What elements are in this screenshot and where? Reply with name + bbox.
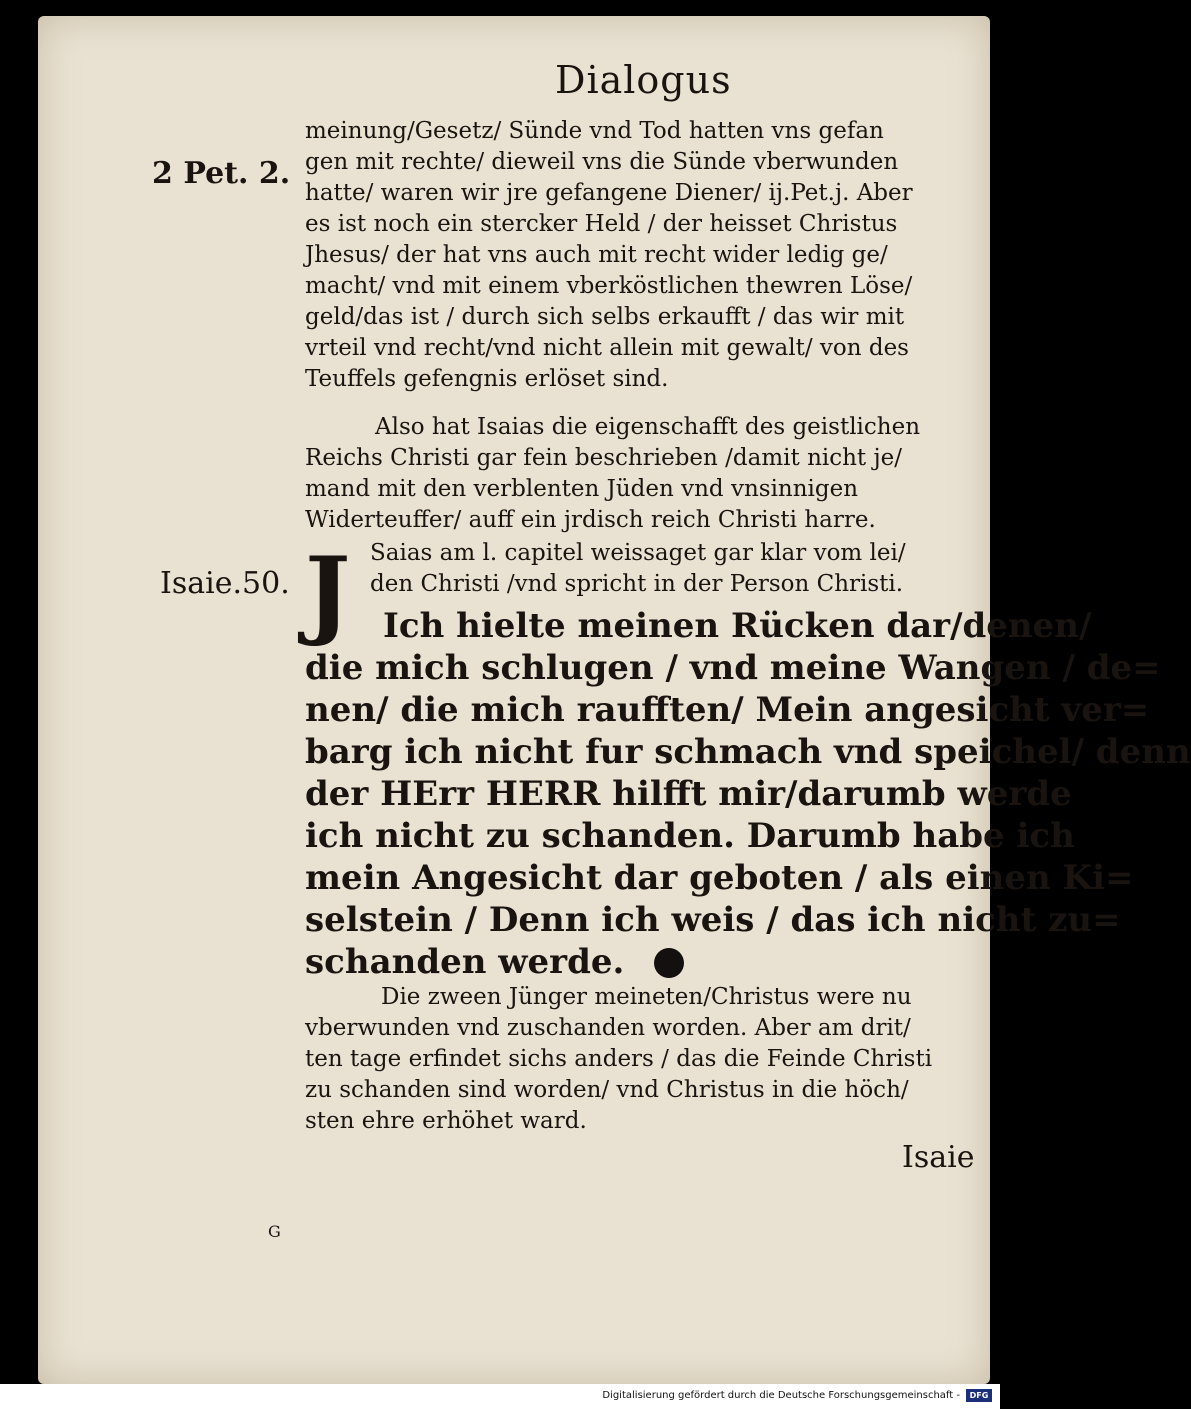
text-line: zu schanden sind worden/ vnd Christus in die höch/ [305,1077,909,1103]
quote-line: schanden werde. [305,942,625,982]
text-line: vberwunden vnd zuschanden worden. Aber am drit/ [305,1015,911,1041]
text-line: Widerteuffer/ auff ein jrdisch reich Christi harre. [305,507,876,533]
funding-notice: Digitalisierung gefördert durch die Deutsche Forschungsgemeinschaft - [602,1390,960,1401]
text-line: mand mit den verblenten Jüden vnd vnsinnigen [305,476,859,502]
quote-line: ich nicht zu schanden. Darumb habe ich [305,816,1075,856]
footer-bar [0,1384,1000,1409]
text-line: hatte/ waren wir jre gefangene Diener/ ij.Pet.j. Aber [305,180,913,206]
text-line: den Christi /vnd spricht in der Person Christi. [370,571,904,597]
text-line: Also hat Isaias die eigenschafft des geistlichen [375,414,921,440]
drop-cap-initial: J [305,536,351,649]
text-line: macht/ vnd mit einem vberköstlichen thewren Löse/ [305,273,913,299]
text-line: Die zween Jünger meineten/Christus were nu [381,984,912,1010]
quote-line: mein Angesicht dar geboten / als einen Ki= [305,858,1134,898]
bullet-ornament [654,948,684,978]
quote-line: Ich hielte meinen Rücken dar/denen/ [383,606,1092,646]
text-line: Teuffels gefengnis erlöset sind. [305,366,669,392]
quote-line: selstein / Denn ich weis / das ich nicht zu= [305,900,1121,940]
marginal-note-isaie: Isaie.50. [160,566,290,601]
text-line: Reichs Christi gar fein beschrieben /damit nicht je/ [305,445,902,471]
quote-line: die mich schlugen / vnd meine Wangen / de= [305,648,1161,688]
page-header: Dialogus [555,58,732,102]
text-line: sten ehre erhöhet ward. [305,1108,587,1134]
text-line: geld/das ist / durch sich selbs erkaufft / das wir mit [305,304,905,330]
text-line: gen mit rechte/ dieweil vns die Sünde vberwunden [305,149,899,175]
quote-line: barg ich nicht fur schmach vnd speichel/ denn [305,732,1191,772]
marginal-note-pet: 2 Pet. 2. [152,156,291,191]
text-line: Saias am l. capitel weissaget gar klar vom lei/ [370,540,906,566]
quote-line: der HErr HERR hilfft mir/darumb werde [305,774,1072,814]
dfg-logo-icon: DFG [966,1389,992,1402]
quote-line: nen/ die mich raufften/ Mein angesicht ver= [305,690,1150,730]
signature-mark: G [268,1222,281,1241]
text-line: ten tage erfindet sichs anders / das die Feinde Christi [305,1046,933,1072]
text-line: vrteil vnd recht/vnd nicht allein mit gewalt/ von des [305,335,909,361]
text-line: es ist noch ein stercker Held / der heisset Christus [305,211,898,237]
text-line: meinung/Gesetz/ Sünde vnd Tod hatten vns gefan [305,118,884,144]
catchword: Isaie [902,1140,975,1175]
text-line: Jhesus/ der hat vns auch mit recht wider ledig ge/ [305,242,888,268]
